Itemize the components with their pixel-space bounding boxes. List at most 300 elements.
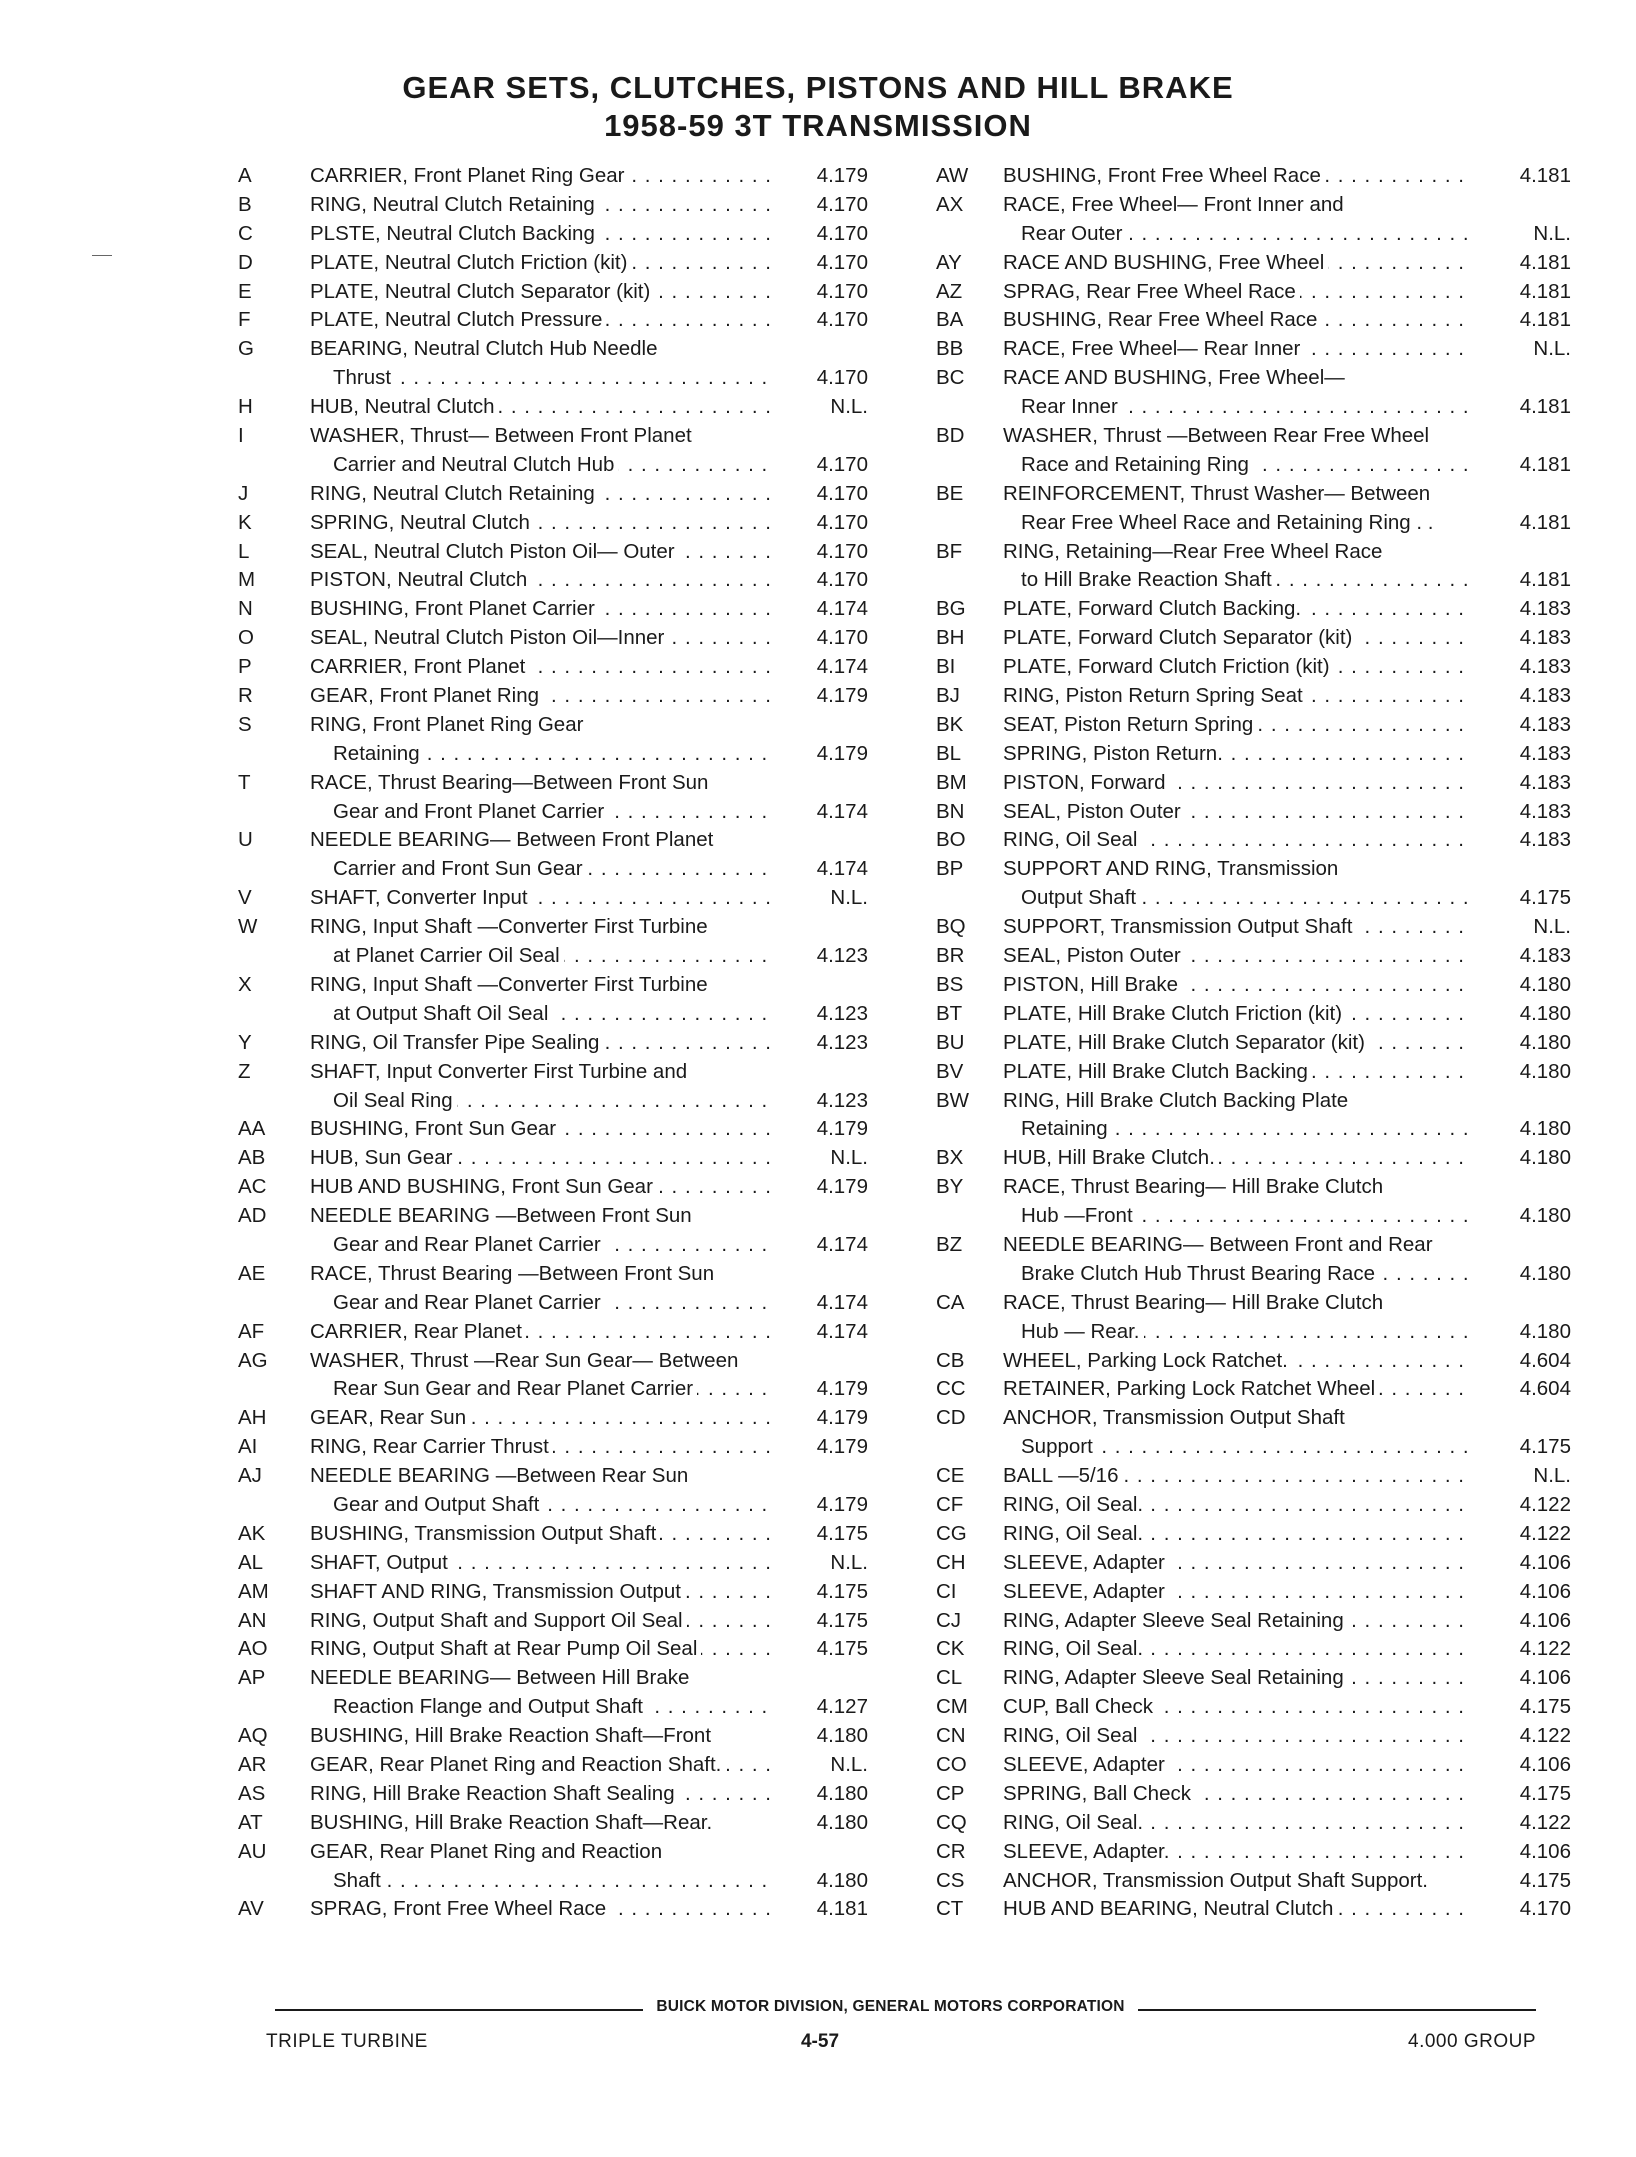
item-key: AS	[238, 1781, 266, 1805]
item-group-number: 4.179	[816, 1492, 868, 1516]
parts-list-row	[238, 422, 888, 451]
item-description	[1021, 451, 1468, 480]
item-group-number: 4.170	[816, 279, 868, 303]
item-key: Y	[238, 1030, 252, 1054]
item-key: A	[238, 164, 252, 187]
parts-list-row	[238, 393, 888, 422]
item-description-text: SHAFT, Output	[310, 1551, 452, 1574]
item-key: E	[238, 279, 252, 303]
item-description-text: RING, Oil Seal.	[1003, 1811, 1147, 1834]
item-group-number: 4.170	[816, 308, 868, 332]
item-description	[310, 769, 775, 798]
parts-list-continuation-line	[936, 566, 1576, 595]
item-key: CP	[936, 1781, 965, 1805]
item-description-text: Hub —Front	[1021, 1204, 1137, 1227]
item-group-number: 4.174	[816, 655, 868, 679]
item-description	[1003, 769, 1468, 798]
item-description	[1003, 191, 1468, 220]
item-key: O	[238, 626, 254, 650]
item-group-number: N.L.	[830, 1752, 868, 1776]
item-description	[310, 1751, 775, 1780]
item-description	[310, 538, 775, 567]
item-description-text: PLATE, Hill Brake Clutch Separator (kit)	[1003, 1031, 1369, 1054]
margin-mark	[92, 255, 112, 256]
item-group-number: 4.175	[1519, 1781, 1571, 1805]
item-key: CT	[936, 1897, 964, 1921]
parts-list-continuation-line	[238, 1000, 888, 1029]
item-group-number: 4.174	[816, 857, 868, 881]
item-description	[1003, 480, 1468, 509]
item-description-text: SLEEVE, Adapter	[1003, 1580, 1169, 1603]
parts-list-row	[936, 1693, 1576, 1722]
item-key: H	[238, 395, 253, 419]
parts-list-row	[936, 826, 1576, 855]
item-key: BS	[936, 972, 964, 996]
item-description-text: RACE AND BUSHING, Free Wheel—	[1003, 366, 1349, 389]
parts-list-continuation-line	[238, 364, 888, 393]
parts-list-row	[238, 1809, 888, 1838]
parts-list-continuation-line	[238, 740, 888, 769]
item-key: BV	[936, 1059, 964, 1083]
item-description	[1003, 1578, 1468, 1607]
item-group-number: 4.180	[816, 1724, 868, 1748]
item-description-text: RING, Input Shaft —Converter First Turbine	[310, 915, 712, 938]
parts-list-row	[936, 1751, 1576, 1780]
item-group-number: 4.170	[816, 481, 868, 505]
parts-list-row	[936, 1867, 1576, 1896]
item-key: F	[238, 308, 251, 332]
parts-list-row	[238, 335, 888, 364]
item-description-text: Reaction Flange and Output Shaft	[333, 1695, 647, 1718]
footer-group: 4.000 GROUP	[1408, 2031, 1536, 2052]
item-key: BA	[936, 308, 964, 332]
parts-list-row	[238, 1029, 888, 1058]
item-key: CM	[936, 1695, 968, 1719]
item-description-text: BALL —5/16	[1003, 1464, 1122, 1487]
item-description	[1003, 1809, 1468, 1838]
item-group-number: 4.175	[816, 1579, 868, 1603]
item-description-text: Rear Sun Gear and Rear Planet Carrier	[333, 1377, 697, 1400]
parts-list-row	[238, 1664, 888, 1693]
item-description-text: PLATE, Hill Brake Clutch Backing	[1003, 1060, 1312, 1083]
item-key: BG	[936, 597, 966, 621]
parts-list-row	[238, 509, 888, 538]
item-description	[310, 1895, 775, 1924]
parts-list-row	[936, 335, 1576, 364]
parts-list-row	[238, 1115, 888, 1144]
item-description-text: BUSHING, Rear Free Wheel Race	[1003, 308, 1321, 331]
item-group-number: 4.183	[1519, 626, 1571, 650]
item-group-number: 4.174	[816, 1232, 868, 1256]
parts-list-row	[936, 624, 1576, 653]
item-description	[1003, 1462, 1468, 1491]
item-key: AG	[238, 1348, 268, 1372]
item-description-text: BEARING, Neutral Clutch Hub Needle	[310, 337, 662, 360]
item-description-text: SPRAG, Rear Free Wheel Race	[1003, 280, 1300, 303]
item-description-text: CARRIER, Front Planet	[310, 655, 529, 678]
item-key: BR	[936, 944, 965, 968]
item-group-number: 4.181	[1519, 279, 1571, 303]
item-description	[1003, 711, 1468, 740]
item-description	[1003, 1173, 1468, 1202]
item-key: BL	[936, 741, 962, 765]
item-description-text: BUSHING, Front Sun Gear	[310, 1117, 560, 1140]
parts-list-continuation-line	[238, 1867, 888, 1896]
parts-list-continuation-line	[936, 1260, 1576, 1289]
item-description	[310, 1578, 775, 1607]
parts-list-continuation-line	[936, 220, 1576, 249]
parts-list-row	[238, 595, 888, 624]
item-group-number: 4.175	[1519, 1435, 1571, 1459]
item-description	[333, 364, 775, 393]
footer-section-name: TRIPLE TURBINE	[266, 2031, 428, 2052]
item-key: L	[238, 539, 250, 563]
item-key: AY	[936, 250, 962, 274]
item-description-text: PLATE, Forward Clutch Backing.	[1003, 597, 1305, 620]
item-description	[1003, 1838, 1468, 1867]
parts-list-continuation-line	[238, 1693, 888, 1722]
item-description	[1003, 364, 1468, 393]
item-description	[310, 480, 775, 509]
item-key: AO	[238, 1637, 268, 1661]
parts-list-row	[936, 1780, 1576, 1809]
item-description	[333, 1000, 775, 1029]
item-description	[1003, 1144, 1468, 1173]
item-description-text: RING, Hill Brake Reaction Shaft Sealing	[310, 1782, 679, 1805]
item-key: CG	[936, 1521, 967, 1545]
item-group-number: 4.179	[816, 164, 868, 187]
item-description	[310, 1780, 775, 1809]
item-description-text: HUB AND BUSHING, Front Sun Gear	[310, 1175, 657, 1198]
item-description	[1003, 1347, 1468, 1376]
item-description-text: PLATE, Neutral Clutch Pressure	[310, 308, 606, 331]
item-key: W	[238, 915, 258, 939]
parts-list-continuation-line	[936, 1115, 1576, 1144]
item-key: CK	[936, 1637, 965, 1661]
item-description-text: HUB, Hill Brake Clutch.	[1003, 1146, 1219, 1169]
item-description	[310, 1173, 775, 1202]
item-description-text: Race and Retaining Ring	[1021, 453, 1253, 476]
item-key: BH	[936, 626, 965, 650]
parts-list-row	[936, 769, 1576, 798]
item-description-text: PISTON, Neutral Clutch	[310, 568, 531, 591]
item-description-text: Shaft	[333, 1869, 385, 1892]
item-key: BJ	[936, 684, 960, 708]
item-description	[1021, 220, 1468, 249]
item-description	[310, 1549, 775, 1578]
item-description	[1003, 855, 1468, 884]
parts-list-row	[238, 1202, 888, 1231]
item-key: AQ	[238, 1724, 268, 1748]
parts-list-row	[936, 1029, 1576, 1058]
item-description-text: ANCHOR, Transmission Output Shaft Support.	[1003, 1869, 1432, 1892]
parts-list-row	[238, 191, 888, 220]
item-key: BW	[936, 1088, 970, 1112]
item-group-number: 4.180	[1519, 1059, 1571, 1083]
item-description-text: PLATE, Forward Clutch Friction (kit)	[1003, 655, 1334, 678]
item-description-text: BUSHING, Hill Brake Reaction Shaft—Rear.	[310, 1811, 716, 1834]
item-group-number: 4.183	[1519, 770, 1571, 794]
item-description-text: HUB AND BEARING, Neutral Clutch	[1003, 1897, 1337, 1920]
item-description-text: at Output Shaft Oil Seal	[333, 1002, 552, 1025]
parts-list-row	[936, 942, 1576, 971]
item-key: M	[238, 568, 256, 592]
item-key: CF	[936, 1492, 964, 1516]
item-description-text: RACE, Thrust Bearing—Between Front Sun	[310, 771, 712, 794]
parts-list-row	[238, 1607, 888, 1636]
item-description	[333, 740, 775, 769]
item-description	[333, 1087, 775, 1116]
parts-list-row	[936, 1087, 1576, 1116]
item-description	[310, 1635, 775, 1664]
item-key: CB	[936, 1348, 965, 1372]
parts-list-row	[936, 711, 1576, 740]
item-key: AR	[238, 1752, 267, 1776]
parts-list-row	[238, 826, 888, 855]
item-description	[310, 884, 775, 913]
parts-list-row	[238, 1404, 888, 1433]
parts-list-row	[936, 1838, 1576, 1867]
item-key: BN	[936, 799, 965, 823]
parts-list-row	[238, 220, 888, 249]
item-key: CA	[936, 1290, 965, 1314]
parts-list-row	[936, 798, 1576, 827]
parts-list-row	[238, 913, 888, 942]
item-key: P	[238, 655, 252, 679]
item-key: AK	[238, 1521, 266, 1545]
item-key: T	[238, 770, 251, 794]
item-key: J	[238, 481, 249, 505]
item-description	[1003, 971, 1468, 1000]
item-group-number: 4.180	[1519, 1117, 1571, 1141]
parts-list-row	[936, 1462, 1576, 1491]
item-group-number: 4.123	[816, 1030, 868, 1054]
parts-list-row	[238, 566, 888, 595]
item-group-number: 4.179	[816, 741, 868, 765]
item-description-text: SPRING, Neutral Clutch	[310, 511, 534, 534]
item-key: BE	[936, 481, 964, 505]
parts-list-row	[238, 162, 888, 191]
item-description	[310, 1462, 775, 1491]
item-description-text: PISTON, Forward	[1003, 771, 1170, 794]
item-group-number: 4.180	[816, 1868, 868, 1892]
item-description-text: BUSHING, Transmission Output Shaft	[310, 1522, 660, 1545]
item-key: BT	[936, 1001, 963, 1025]
parts-list-continuation-line	[238, 1289, 888, 1318]
item-description	[1003, 249, 1468, 278]
item-description	[310, 1058, 775, 1087]
parts-list-row	[936, 595, 1576, 624]
item-group-number: 4.175	[1519, 1868, 1571, 1892]
item-description-text: RING, Piston Return Spring Seat	[1003, 684, 1307, 707]
item-description	[1021, 884, 1468, 913]
item-key: BF	[936, 539, 963, 563]
parts-list-row	[936, 306, 1576, 335]
parts-list-continuation-line	[936, 451, 1576, 480]
item-description-text: at Planet Carrier Oil Seal	[333, 944, 564, 967]
item-description-text: RING, Adapter Sleeve Seal Retaining	[1003, 1609, 1348, 1632]
parts-list-row	[936, 278, 1576, 307]
item-group-number: 4.183	[1519, 799, 1571, 823]
item-description-text: RING, Rear Carrier Thrust	[310, 1435, 553, 1458]
item-description-text: SEAL, Neutral Clutch Piston Oil—Inner	[310, 626, 668, 649]
parts-list-continuation-line	[936, 509, 1576, 538]
item-group-number: 4.180	[1519, 1146, 1571, 1170]
item-key: AV	[238, 1897, 264, 1921]
item-description	[1003, 1289, 1468, 1318]
item-group-number: N.L.	[830, 886, 868, 910]
item-description	[310, 1838, 775, 1867]
item-group-number: 4.122	[1519, 1810, 1571, 1834]
footer-rule-right	[1138, 2009, 1536, 2011]
item-description	[310, 1404, 775, 1433]
footer-division: BUICK MOTOR DIVISION, GENERAL MOTORS CORPORATION	[656, 1998, 1125, 2015]
item-description	[310, 422, 775, 451]
parts-list-row	[936, 1607, 1576, 1636]
item-group-number: 4.604	[1519, 1348, 1571, 1372]
item-description	[1021, 1433, 1468, 1462]
item-description-text: GEAR, Rear Planet Ring and Reaction	[310, 1840, 666, 1863]
item-description	[333, 1289, 775, 1318]
item-key: V	[238, 886, 252, 910]
item-description	[333, 451, 775, 480]
item-description	[310, 306, 775, 335]
item-description	[1003, 1693, 1468, 1722]
item-group-number: 4.106	[1519, 1666, 1571, 1690]
item-key: BK	[936, 712, 964, 736]
item-group-number: 4.175	[1519, 886, 1571, 910]
item-key: AW	[936, 164, 969, 187]
item-description	[1003, 826, 1468, 855]
item-description-text: Support	[1021, 1435, 1097, 1458]
item-group-number: 4.604	[1519, 1377, 1571, 1401]
item-group-number: 4.170	[816, 250, 868, 274]
item-description-text: CARRIER, Front Planet Ring Gear	[310, 164, 628, 187]
item-description-text: RING, Oil Seal.	[1003, 1493, 1147, 1516]
item-description	[1003, 1780, 1468, 1809]
item-description-text: GEAR, Front Planet Ring	[310, 684, 543, 707]
item-key: S	[238, 712, 252, 736]
item-group-number: 4.179	[816, 1406, 868, 1430]
item-description-text: SEAT, Piston Return Spring	[1003, 713, 1257, 736]
item-description-text: WASHER, Thrust —Between Rear Free Wheel	[1003, 424, 1433, 447]
item-description	[310, 682, 775, 711]
item-group-number: 4.175	[816, 1608, 868, 1632]
item-description	[310, 566, 775, 595]
item-key: B	[238, 192, 252, 216]
item-description-text: SLEEVE, Adapter.	[1003, 1840, 1173, 1863]
parts-list-row	[936, 1404, 1576, 1433]
item-description	[1021, 1115, 1468, 1144]
item-description	[333, 1693, 775, 1722]
parts-list-continuation-line	[238, 1231, 888, 1260]
parts-list-continuation-line	[238, 798, 888, 827]
item-group-number: 4.180	[1519, 1261, 1571, 1285]
parts-list-row	[936, 740, 1576, 769]
item-group-number: N.L.	[830, 395, 868, 419]
item-key: CD	[936, 1406, 966, 1430]
item-description	[1003, 422, 1468, 451]
parts-list-row	[936, 1895, 1576, 1924]
item-group-number: N.L.	[830, 1550, 868, 1574]
item-description-text: PLSTE, Neutral Clutch Backing	[310, 222, 599, 245]
item-key: CI	[936, 1579, 957, 1603]
item-description-text: RING, Adapter Sleeve Seal Retaining	[1003, 1666, 1348, 1689]
item-key: AF	[238, 1319, 265, 1343]
item-description	[310, 249, 775, 278]
item-description-text: BUSHING, Front Free Wheel Race	[1003, 164, 1325, 187]
item-description-text: NEEDLE BEARING —Between Front Sun	[310, 1204, 696, 1227]
item-description	[1003, 1375, 1468, 1404]
parts-list-row	[936, 422, 1576, 451]
item-description	[1003, 1520, 1468, 1549]
item-description-text: CUP, Ball Check	[1003, 1695, 1157, 1718]
parts-list-row	[936, 653, 1576, 682]
item-description-text: PISTON, Hill Brake	[1003, 973, 1182, 996]
item-description	[310, 653, 775, 682]
item-group-number: 4.170	[816, 539, 868, 563]
parts-list-row	[936, 1491, 1576, 1520]
item-group-number: 4.122	[1519, 1637, 1571, 1661]
item-description-text: RING, Retaining—Rear Free Wheel Race	[1003, 540, 1386, 563]
item-key: AT	[238, 1810, 263, 1834]
item-group-number: 4.180	[1519, 1001, 1571, 1025]
item-description	[1003, 538, 1468, 567]
page-subtitle: 1958-59 3T TRANSMISSION	[604, 108, 1032, 143]
item-description-text: RACE, Thrust Bearing —Between Front Sun	[310, 1262, 718, 1285]
item-key: AC	[238, 1175, 267, 1199]
item-key: I	[238, 424, 244, 448]
item-group-number: 4.106	[1519, 1839, 1571, 1863]
item-group-number: 4.180	[1519, 1204, 1571, 1228]
parts-list-row	[238, 249, 888, 278]
item-group-number: 4.183	[1519, 655, 1571, 679]
item-description	[310, 162, 775, 191]
item-description-text: SPRING, Ball Check	[1003, 1782, 1195, 1805]
item-description-text: RING, Hill Brake Clutch Backing Plate	[1003, 1089, 1352, 1112]
item-description-text: SLEEVE, Adapter	[1003, 1551, 1169, 1574]
parts-list-continuation-line	[238, 451, 888, 480]
item-description-text: SEAL, Neutral Clutch Piston Oil— Outer	[310, 540, 679, 563]
item-description	[310, 1029, 775, 1058]
item-group-number: 4.181	[1519, 395, 1571, 419]
item-key: CR	[936, 1839, 966, 1863]
item-description	[1003, 682, 1468, 711]
item-key: CS	[936, 1868, 965, 1892]
item-description	[1021, 1318, 1468, 1347]
item-group-number: N.L.	[1533, 337, 1571, 361]
item-key: AM	[238, 1579, 269, 1603]
parts-list-row	[936, 1375, 1576, 1404]
item-key: BQ	[936, 915, 966, 939]
item-key: CN	[936, 1724, 966, 1748]
item-group-number: 4.181	[1519, 308, 1571, 332]
item-group-number: 4.106	[1519, 1608, 1571, 1632]
item-description-text: Retaining	[1021, 1117, 1112, 1140]
item-description	[310, 393, 775, 422]
parts-list-row	[238, 306, 888, 335]
item-description	[310, 1144, 775, 1173]
item-description-text: RETAINER, Parking Lock Ratchet Wheel	[1003, 1377, 1379, 1400]
parts-list-continuation-line	[238, 1375, 888, 1404]
parts-list-row	[936, 1520, 1576, 1549]
parts-list-row	[936, 1635, 1576, 1664]
item-key: BY	[936, 1175, 964, 1199]
parts-list-row	[936, 1289, 1576, 1318]
parts-list-row	[936, 1664, 1576, 1693]
item-description	[1021, 1202, 1468, 1231]
item-description-text: Rear Outer	[1021, 222, 1126, 245]
